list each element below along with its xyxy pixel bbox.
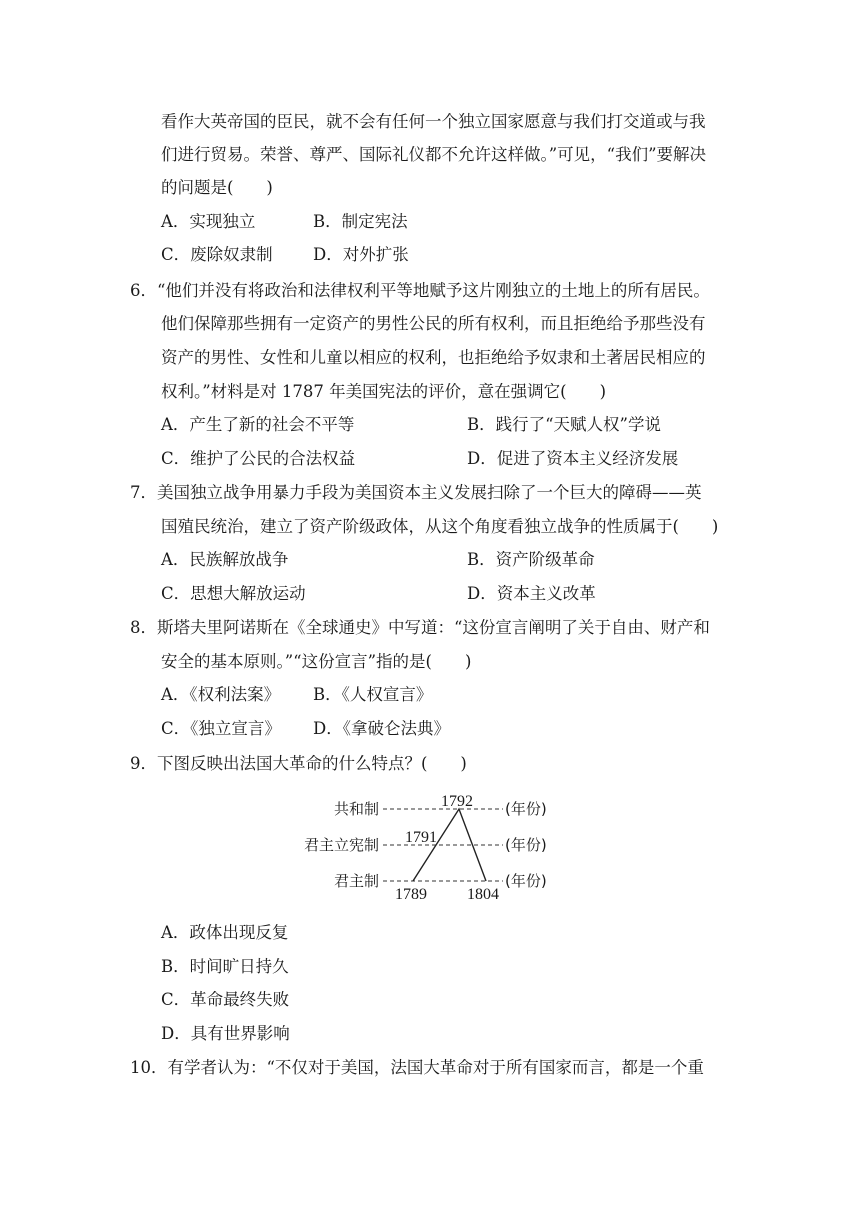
q8-option-c[interactable]: C．《独立宣言》 [161,719,281,738]
unit-label-constitutional: (年份) [505,836,547,854]
q8-option-d[interactable]: D．《拿破仑法典》 [313,719,450,738]
unit-label-monarchy: (年份) [505,872,547,890]
q9-option-c[interactable]: C．革命最终失败 [161,990,290,1009]
year-1804: 1804 [467,886,499,903]
q5-option-a[interactable]: A．实现独立 [161,212,256,231]
q6-option-a[interactable]: A．产生了新的社会不平等 [161,415,355,434]
q8-line-1: 8．斯塔夫里阿诺斯在《全球通史》中写道：“这份宣言阐明了关于自由、财产和 [130,618,710,637]
row-label-monarchy: 君主制 [333,872,379,890]
q7-option-c[interactable]: C．思想大解放运动 [161,584,306,603]
regime-diagram-svg [285,788,575,908]
q6-option-b[interactable]: B．践行了“天赋人权”学说 [467,415,661,434]
year-1789: 1789 [395,886,427,903]
q7-option-a[interactable]: A．民族解放战争 [161,550,289,569]
q6-line-4: 权利。”材料是对 1787 年美国宪法的评价，意在强调它( ) [161,382,607,401]
q5-option-c[interactable]: C．废除奴隶制 [161,245,273,264]
q5-line-3: 的问题是( ) [161,178,273,197]
regime-change-diagram [285,788,575,908]
q8-option-a[interactable]: A．《权利法案》 [161,685,281,704]
year-1792: 1792 [441,793,473,810]
q8-option-b[interactable]: B．《人权宣言》 [313,685,433,704]
q9-option-d[interactable]: D．具有世界影响 [161,1024,290,1043]
q6-option-d[interactable]: D．促进了资本主义经济发展 [467,449,679,468]
q6-line-3: 资产的男性、女性和儿童以相应的权利，也拒绝给予奴隶和土著居民相应的 [161,348,706,367]
q7-line-2: 国殖民统治，建立了资产阶级政体，从这个角度看独立战争的性质属于( ) [161,517,719,536]
q5-line-1: 看作大英帝国的臣民，就不会有任何一个独立国家愿意与我们打交道或与我 [161,112,706,131]
year-1791: 1791 [405,829,437,846]
q5-option-b[interactable]: B．制定宪法 [313,212,408,231]
row-label-republic: 共和制 [333,800,379,818]
row-label-constitutional-monarchy: 君主立宪制 [303,836,379,854]
q7-line-1: 7．美国独立战争用暴力手段为美国资本主义发展扫除了一个巨大的障碍——英 [130,483,702,502]
q5-line-2: 们进行贸易。荣誉、尊严、国际礼仪都不允许这样做。”可见，“我们”要解决 [161,145,707,164]
q5-option-d[interactable]: D．对外扩张 [313,245,409,264]
q9-option-a[interactable]: A．政体出现反复 [161,923,289,942]
q6-option-c[interactable]: C．维护了公民的合法权益 [161,449,356,468]
q6-line-2: 他们保障那些拥有一定资产的男性公民的所有权利，而且拒绝给予那些没有 [161,314,706,333]
q7-option-b[interactable]: B．资产阶级革命 [467,550,595,569]
q9-option-b[interactable]: B．时间旷日持久 [161,957,289,976]
unit-label-republic: (年份) [505,800,547,818]
q9-line-1: 9．下图反映出法国大革命的什么特点？( ) [130,754,467,773]
q6-line-1: 6．“他们并没有将政治和法律权利平等地赋予这片刚独立的土地上的所有居民。 [130,281,710,300]
q8-line-2: 安全的基本原则。”“这份宣言”指的是( ) [161,652,472,671]
q10-line-1: 10．有学者认为：“不仅对于美国，法国大革命对于所有国家而言，都是一个重 [130,1058,704,1077]
q7-option-d[interactable]: D．资本主义改革 [467,584,596,603]
